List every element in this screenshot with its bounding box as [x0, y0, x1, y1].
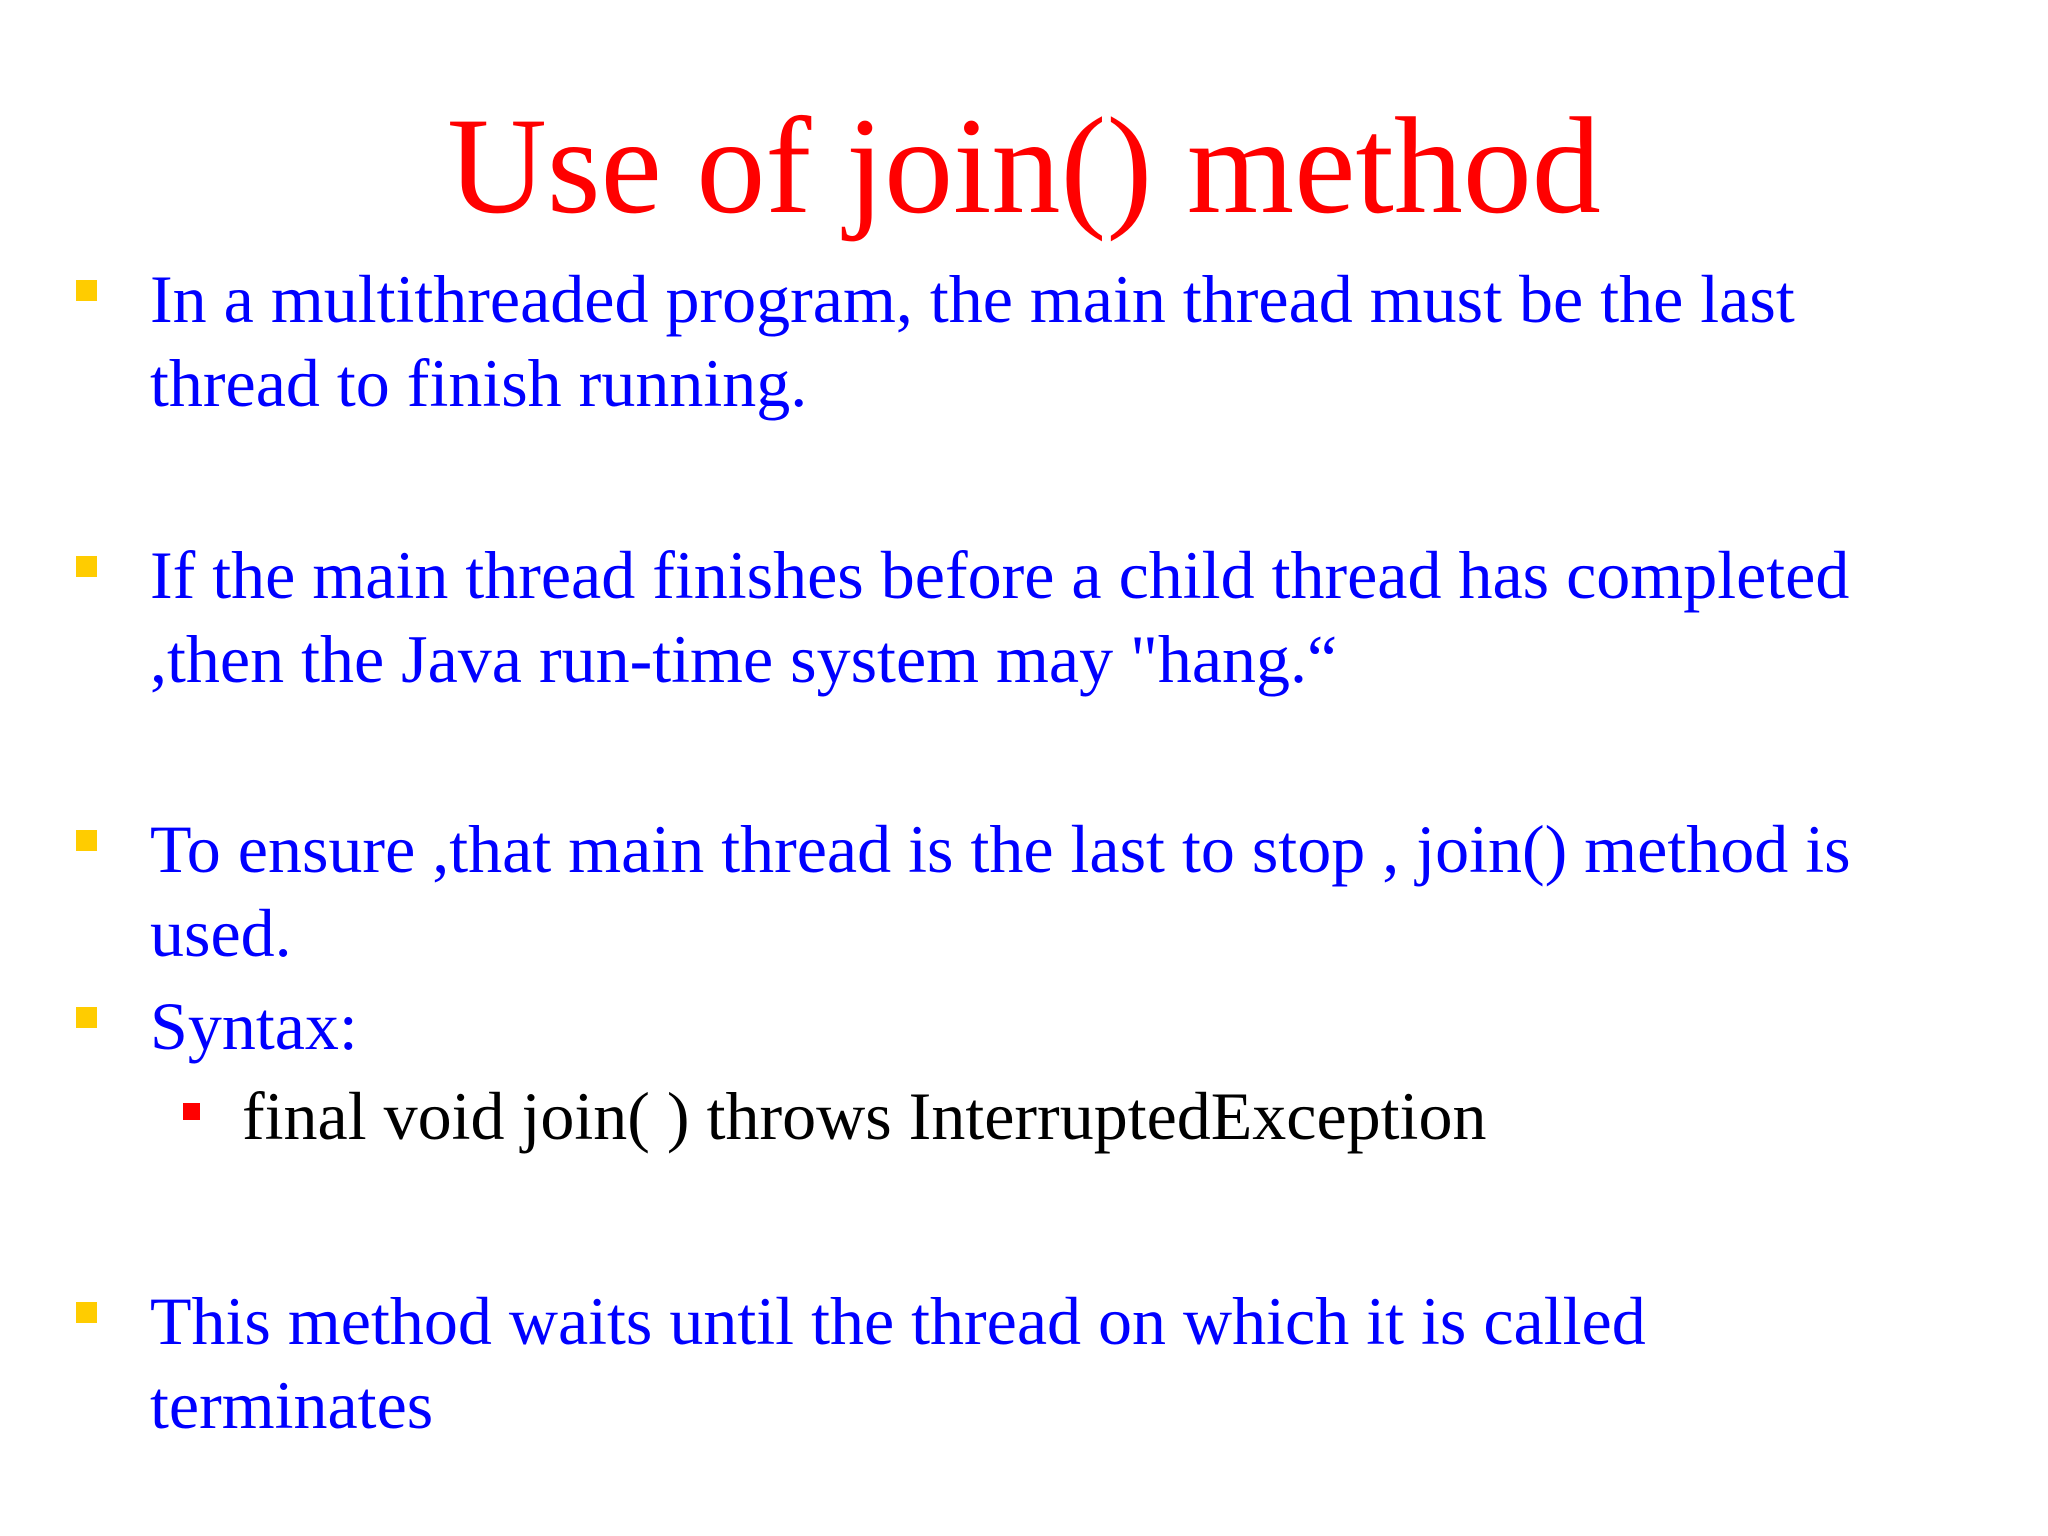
bullet-text: To ensure ,that main thread is the last to stop , join() method is used. [150, 811, 1851, 971]
bullet-marker-icon [76, 1007, 97, 1028]
bullet-marker-icon [76, 280, 97, 301]
bullet-text: In a multithreaded program, the main thread must be the last thread to finish running. [150, 261, 1795, 421]
bullet-text: Syntax: [150, 988, 358, 1064]
bullet-text: This method waits until the thread on which it is called terminates [150, 1283, 1646, 1443]
bullet-marker-icon [76, 830, 97, 851]
bullet-marker-icon [76, 1302, 97, 1323]
syntax-code-text: final void join( ) throws InterruptedException [242, 1078, 1487, 1154]
bullet-marker-icon [76, 556, 97, 577]
slide-title: Use of join() method [447, 89, 1601, 242]
sub-bullet-marker-icon [183, 1103, 200, 1120]
bullet-text: If the main thread finishes before a child thread has completed ,then the Java run-time system may "hang.“ [150, 537, 1850, 697]
